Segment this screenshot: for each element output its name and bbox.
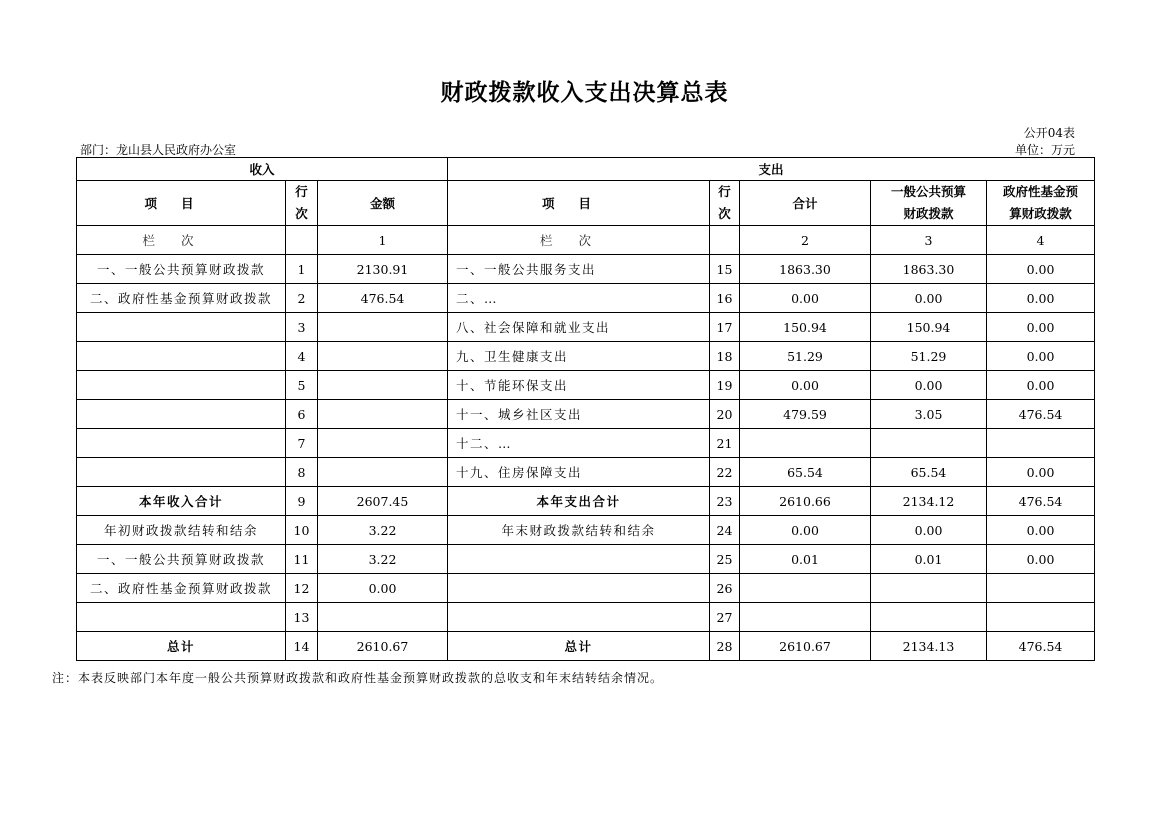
expense-rowno-cell: 23 <box>710 487 740 516</box>
expense-general-cell: 0.00 <box>871 284 987 313</box>
expense-total-cell: 1863.30 <box>740 255 871 284</box>
expense-total-cell: 150.94 <box>740 313 871 342</box>
table-row <box>77 429 1095 458</box>
income-header: 收入 <box>77 158 448 181</box>
income-amount-cell <box>318 400 448 429</box>
income-amount-cell: 2610.67 <box>318 632 448 661</box>
income-rowno-cell: 3 <box>286 313 318 342</box>
total-header: 合计 <box>740 181 871 226</box>
expense-header: 支出 <box>448 158 1095 181</box>
expense-fund-cell: 0.00 <box>987 516 1095 545</box>
income-rowno-cell: 6 <box>286 400 318 429</box>
income-rowno-cell: 11 <box>286 545 318 574</box>
income-amount-cell <box>318 458 448 487</box>
page-title: 财政拨款收入支出决算总表 <box>440 80 729 106</box>
rowno-line1: 行 <box>718 184 731 199</box>
summary-table <box>76 157 1095 661</box>
income-amount-cell <box>318 371 448 400</box>
expense-general-cell <box>871 574 987 603</box>
column-index-cell: 2 <box>740 226 871 255</box>
income-rowno-cell: 14 <box>286 632 318 661</box>
income-rowno-cell: 12 <box>286 574 318 603</box>
expense-item-cell: 二、… <box>448 284 710 313</box>
fund-budget-header <box>987 181 1095 226</box>
expense-fund-cell: 476.54 <box>987 632 1095 661</box>
expense-item-cell: 年末财政拨款结转和结余 <box>448 516 710 545</box>
income-item-header: 项目 <box>77 181 286 226</box>
expense-rowno-cell: 20 <box>710 400 740 429</box>
expense-total-cell <box>740 603 871 632</box>
expense-general-cell <box>871 603 987 632</box>
income-item-cell <box>77 313 286 342</box>
expense-general-cell: 65.54 <box>871 458 987 487</box>
expense-fund-cell: 0.00 <box>987 342 1095 371</box>
expense-rowno-cell: 15 <box>710 255 740 284</box>
expense-fund-cell: 0.00 <box>987 458 1095 487</box>
expense-item-cell: 一、一般公共服务支出 <box>448 255 710 284</box>
income-rowno-cell: 10 <box>286 516 318 545</box>
expense-total-cell: 51.29 <box>740 342 871 371</box>
table-row <box>77 458 1095 487</box>
expense-rowno-cell: 28 <box>710 632 740 661</box>
income-rowno-cell: 2 <box>286 284 318 313</box>
expense-rowno-cell: 25 <box>710 545 740 574</box>
expense-fund-cell: 0.00 <box>987 255 1095 284</box>
column-index-cell <box>710 226 740 255</box>
income-rowno-cell: 13 <box>286 603 318 632</box>
expense-total-cell <box>740 574 871 603</box>
rowno-line2: 次 <box>718 206 731 221</box>
rowno-line2: 次 <box>295 206 308 221</box>
expense-fund-cell: 476.54 <box>987 400 1095 429</box>
income-item-cell <box>77 342 286 371</box>
income-amount-cell: 3.22 <box>318 516 448 545</box>
income-rowno-cell: 7 <box>286 429 318 458</box>
income-item-cell <box>77 371 286 400</box>
general-budget-header <box>871 181 987 226</box>
income-amount-cell <box>318 429 448 458</box>
expense-item-cell: 十九、住房保障支出 <box>448 458 710 487</box>
table-row <box>77 574 1095 603</box>
expense-fund-cell: 0.00 <box>987 313 1095 342</box>
table-row <box>77 313 1095 342</box>
column-index-cell: 3 <box>871 226 987 255</box>
income-rowno-cell: 5 <box>286 371 318 400</box>
column-header-row <box>77 181 1095 226</box>
table-row <box>77 516 1095 545</box>
general-line2: 财政拨款 <box>903 206 954 221</box>
income-item-cell: 二、政府性基金预算财政拨款 <box>77 574 286 603</box>
expense-fund-cell <box>987 429 1095 458</box>
unit-label: 单位：万元 <box>1014 143 1075 157</box>
expense-total-cell <box>740 429 871 458</box>
income-item-cell <box>77 400 286 429</box>
expense-general-cell: 1863.30 <box>871 255 987 284</box>
expense-total-cell: 0.00 <box>740 284 871 313</box>
table-row <box>77 342 1095 371</box>
expense-fund-cell: 0.00 <box>987 371 1095 400</box>
expense-total-cell: 2610.66 <box>740 487 871 516</box>
expense-general-cell <box>871 429 987 458</box>
expense-general-cell: 150.94 <box>871 313 987 342</box>
income-rowno-cell: 4 <box>286 342 318 371</box>
expense-total-cell: 479.59 <box>740 400 871 429</box>
income-amount-cell: 0.00 <box>318 574 448 603</box>
column-index-cell <box>286 226 318 255</box>
expense-rowno-header <box>710 181 740 226</box>
income-amount-cell: 2607.45 <box>318 487 448 516</box>
table-row <box>77 487 1095 516</box>
amount-header: 金额 <box>318 181 448 226</box>
expense-rowno-cell: 18 <box>710 342 740 371</box>
expense-total-cell: 0.01 <box>740 545 871 574</box>
department-label: 部门：龙山县人民政府办公室 <box>80 143 237 157</box>
expense-general-cell: 3.05 <box>871 400 987 429</box>
table-row <box>77 632 1095 661</box>
expense-item-cell: 十一、城乡社区支出 <box>448 400 710 429</box>
expense-fund-cell: 0.00 <box>987 284 1095 313</box>
expense-item-cell: 总计 <box>448 632 710 661</box>
income-item-cell: 年初财政拨款结转和结余 <box>77 516 286 545</box>
income-amount-cell <box>318 342 448 371</box>
income-item-cell: 本年收入合计 <box>77 487 286 516</box>
fund-line1: 政府性基金预 <box>1002 184 1078 199</box>
income-item-cell: 一、一般公共预算财政拨款 <box>77 255 286 284</box>
income-amount-cell: 476.54 <box>318 284 448 313</box>
expense-item-cell: 八、社会保障和就业支出 <box>448 313 710 342</box>
fund-line2: 算财政拨款 <box>1009 206 1072 221</box>
expense-general-cell: 0.00 <box>871 371 987 400</box>
expense-rowno-cell: 26 <box>710 574 740 603</box>
expense-fund-cell: 476.54 <box>987 487 1095 516</box>
expense-total-cell: 2610.67 <box>740 632 871 661</box>
income-item-cell: 总计 <box>77 632 286 661</box>
form-code: 公开04表 <box>1023 126 1075 140</box>
expense-rowno-cell: 16 <box>710 284 740 313</box>
income-rowno-cell: 1 <box>286 255 318 284</box>
income-amount-cell <box>318 603 448 632</box>
expense-general-cell: 0.00 <box>871 516 987 545</box>
table-row <box>77 400 1095 429</box>
table-row <box>77 284 1095 313</box>
income-amount-cell: 2130.91 <box>318 255 448 284</box>
income-item-cell <box>77 603 286 632</box>
rowno-line1: 行 <box>295 184 308 199</box>
general-line1: 一般公共预算 <box>890 184 966 199</box>
column-index-label: 栏次 <box>448 226 710 255</box>
expense-rowno-cell: 19 <box>710 371 740 400</box>
section-header-row <box>77 158 1095 181</box>
income-item-cell: 一、一般公共预算财政拨款 <box>77 545 286 574</box>
income-item-cell <box>77 458 286 487</box>
table-row <box>77 371 1095 400</box>
table-row <box>77 545 1095 574</box>
income-item-cell: 二、政府性基金预算财政拨款 <box>77 284 286 313</box>
column-index-row <box>77 226 1095 255</box>
table-row <box>77 255 1095 284</box>
expense-item-cell: 本年支出合计 <box>448 487 710 516</box>
expense-fund-cell: 0.00 <box>987 545 1095 574</box>
expense-rowno-cell: 21 <box>710 429 740 458</box>
income-rowno-cell: 9 <box>286 487 318 516</box>
column-index-cell: 1 <box>318 226 448 255</box>
expense-item-cell: 九、卫生健康支出 <box>448 342 710 371</box>
expense-general-cell: 2134.13 <box>871 632 987 661</box>
expense-total-cell: 0.00 <box>740 516 871 545</box>
expense-general-cell: 0.01 <box>871 545 987 574</box>
expense-fund-cell <box>987 574 1095 603</box>
expense-item-cell: 十、节能环保支出 <box>448 371 710 400</box>
expense-item-cell <box>448 574 710 603</box>
expense-fund-cell <box>987 603 1095 632</box>
income-item-cell <box>77 429 286 458</box>
expense-rowno-cell: 24 <box>710 516 740 545</box>
expense-rowno-cell: 27 <box>710 603 740 632</box>
income-amount-cell: 3.22 <box>318 545 448 574</box>
expense-general-cell: 2134.12 <box>871 487 987 516</box>
expense-general-cell: 51.29 <box>871 342 987 371</box>
column-index-label: 栏次 <box>77 226 286 255</box>
income-amount-cell <box>318 313 448 342</box>
footnote: 注：本表反映部门本年度一般公共预算财政拨款和政府性基金预算财政拨款的总收支和年末结转结余情况。 <box>52 671 664 685</box>
expense-item-cell <box>448 603 710 632</box>
income-rowno-cell: 8 <box>286 458 318 487</box>
expense-rowno-cell: 17 <box>710 313 740 342</box>
table-row <box>77 603 1095 632</box>
expense-total-cell: 65.54 <box>740 458 871 487</box>
expense-item-header: 项目 <box>448 181 710 226</box>
expense-rowno-cell: 22 <box>710 458 740 487</box>
expense-item-cell <box>448 545 710 574</box>
expense-item-cell: 十二、… <box>448 429 710 458</box>
income-rowno-header <box>286 181 318 226</box>
expense-total-cell: 0.00 <box>740 371 871 400</box>
column-index-cell: 4 <box>987 226 1095 255</box>
